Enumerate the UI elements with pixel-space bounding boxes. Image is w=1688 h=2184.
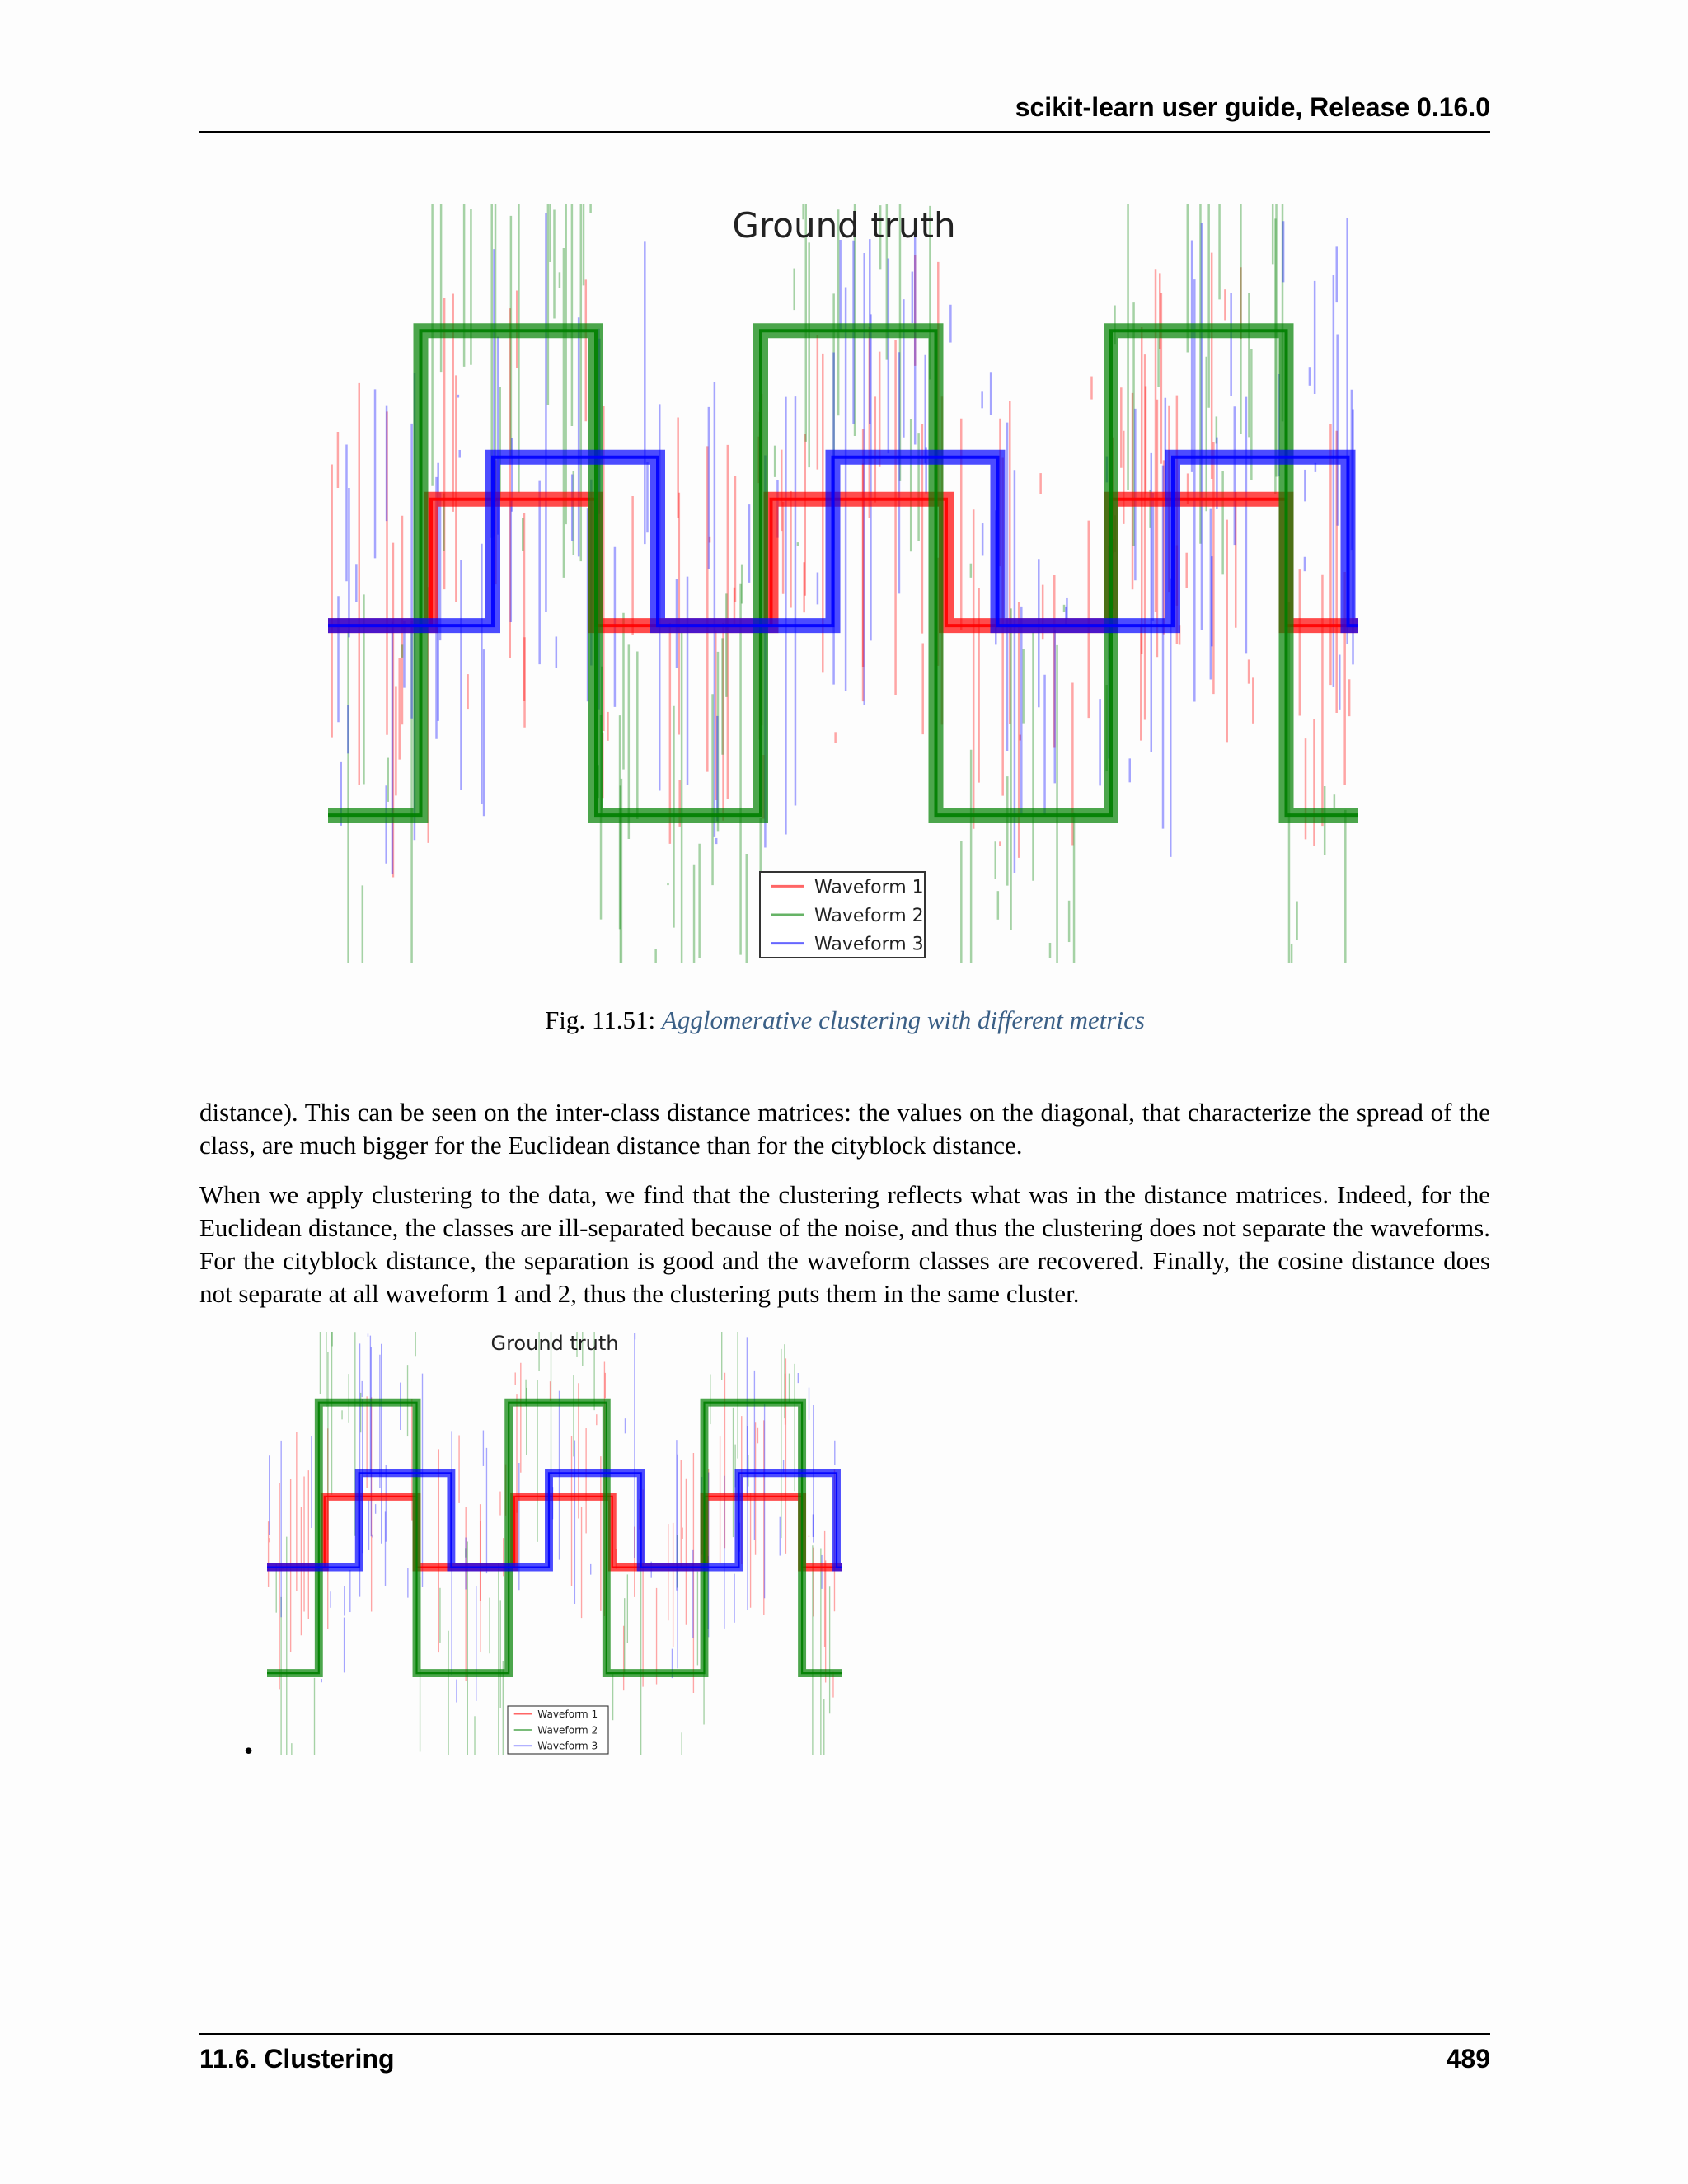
legend-label: Waveform 1	[537, 1708, 598, 1721]
running-header: scikit-learn user guide, Release 0.16.0	[1015, 92, 1490, 122]
paragraph-distance-matrices: distance). This can be seen on the inter-class distance matrices: the values on the diagonal, that characterize the spread of the class, are much bigger for the Euclidean distance than for the cityblock distance.	[199, 1098, 1490, 1160]
waveform-step-core	[267, 1403, 842, 1673]
waveform-step-line	[267, 1497, 842, 1568]
legend-label: Waveform 2	[814, 906, 924, 926]
header-rule	[199, 131, 1490, 133]
noisy-samples	[332, 204, 1353, 963]
figure-ground-truth-large	[326, 196, 1362, 966]
footer-section: 11.6. Clustering	[199, 2044, 395, 2074]
figure-caption	[199, 1005, 1490, 1035]
figure-caption-link[interactable]: Agglomerative clustering with different metrics	[661, 1005, 1145, 1034]
waveform-step-core	[267, 1473, 842, 1567]
chart-title: Ground truth	[732, 205, 956, 246]
footer-rule	[199, 2033, 1490, 2035]
list-bullet: •	[244, 1736, 254, 1765]
waveform-step-line	[267, 1403, 842, 1673]
chart-title: Ground truth	[490, 1332, 619, 1355]
legend-label: Waveform 3	[814, 934, 924, 955]
figure-caption-label: Fig. 11.51:	[545, 1005, 662, 1034]
waveform-step-line	[267, 1473, 842, 1567]
paragraph-clustering-results: When we apply clustering to the data, we find that the clustering reflects what was in the distance matrices. Indeed, for the Euclidean distance, the classes are ill-separated because of the noise, and thus the clustering does not separate the waveforms. For the cityblock distance, the separation is good and the waveform classes are recovered. Finally, the cosine distance does not separate at all waveform 1 and 2, thus the clustering puts them in the same cluster.	[199, 1180, 1490, 1308]
waveform-steps	[267, 1403, 842, 1673]
legend-label: Waveform 3	[537, 1740, 598, 1752]
chart-legend	[760, 872, 925, 958]
figure-ground-truth-small	[264, 1327, 846, 1759]
chart-legend	[508, 1706, 608, 1754]
legend-label: Waveform 2	[537, 1724, 598, 1736]
page-number: 489	[1446, 2044, 1490, 2074]
waveform-step-core	[267, 1497, 842, 1568]
legend-label: Waveform 1	[814, 877, 924, 898]
